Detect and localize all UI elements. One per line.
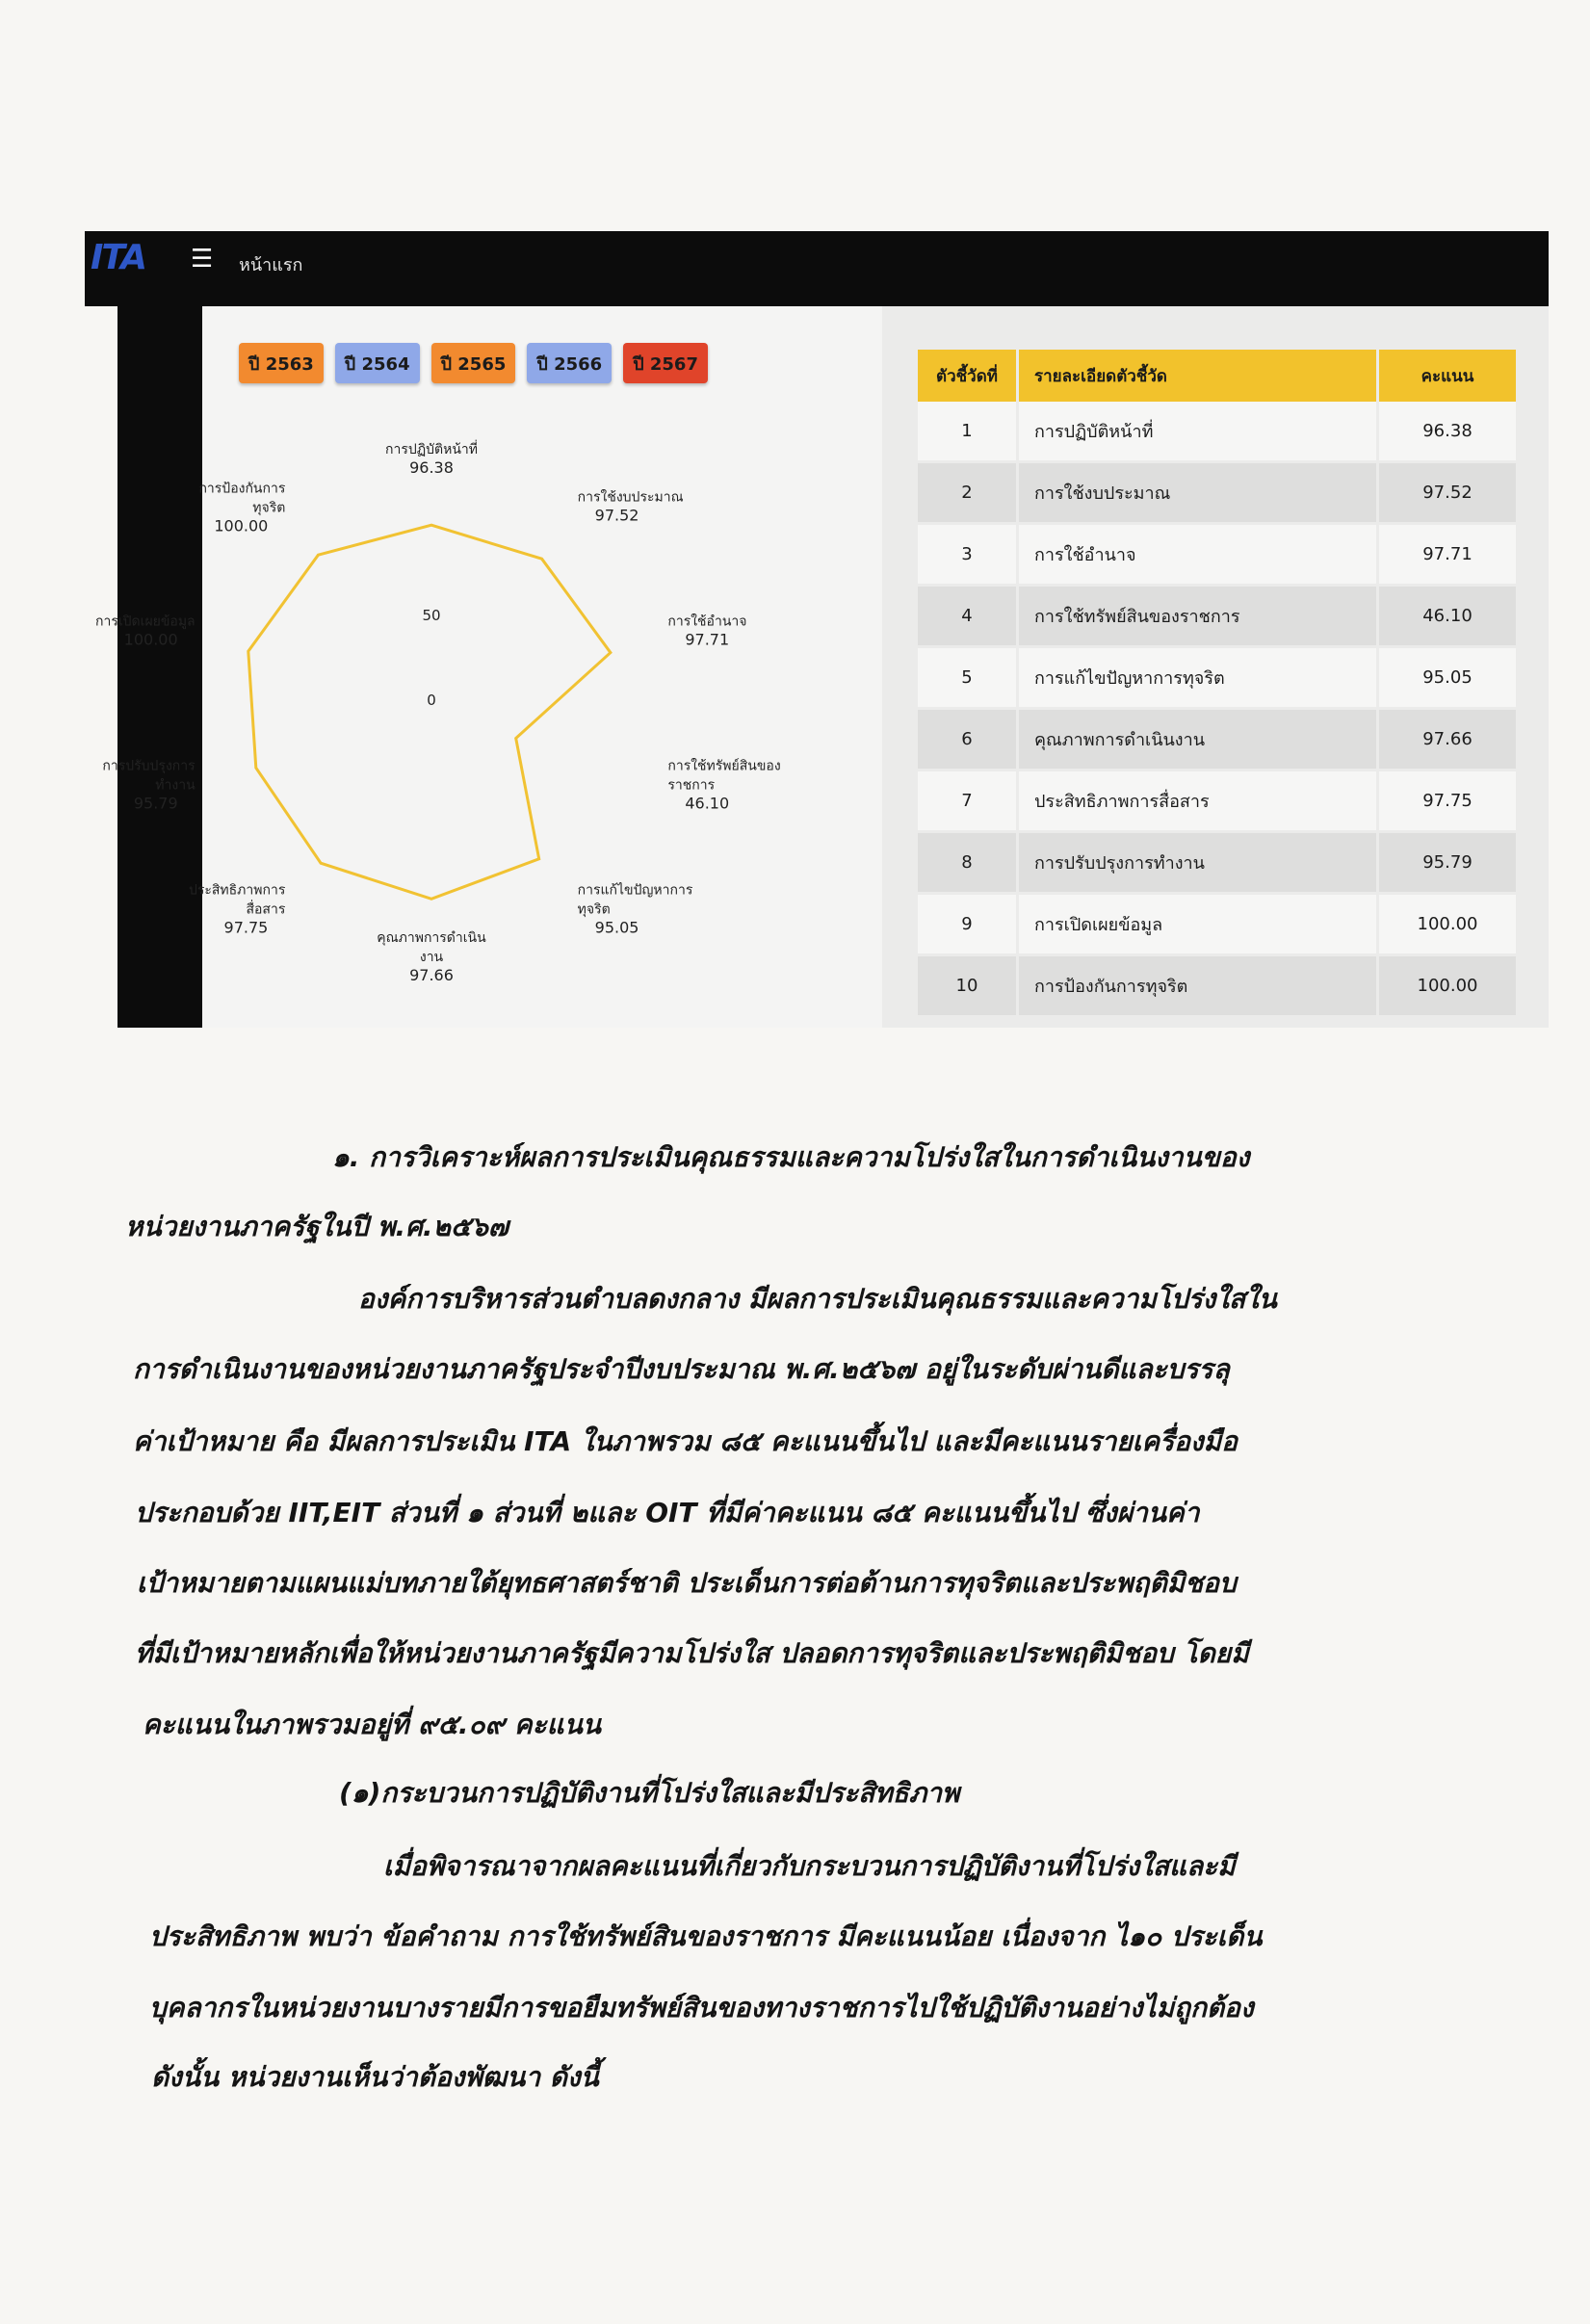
table-row — [918, 770, 1518, 832]
radar-axis-label: ทุจริต — [577, 901, 611, 918]
radar-axis-label: ทำงาน — [155, 777, 195, 794]
table-header-row — [918, 350, 1518, 402]
indicator-detail: การปรับปรุงการทำงาน — [1018, 832, 1378, 894]
radar-value-label: 97.71 — [685, 630, 730, 649]
radar-scale-label: 50 — [422, 607, 441, 624]
radar-value-label: 100.00 — [214, 516, 269, 535]
radar-axis-label: ทุจริต — [252, 500, 286, 516]
para1-line2: การดำเนินงานของหน่วยงานภาครัฐประจำปีงบประมาณ พ.ศ.๒๕๖๗ อยู่ในระดับผ่านดีและบรรลุ — [133, 1353, 1230, 1385]
radar-value-label: 97.66 — [409, 966, 454, 984]
radar-value-label: 95.05 — [594, 918, 639, 937]
indicator-score: 100.00 — [1378, 894, 1518, 955]
indicator-score: 95.79 — [1378, 832, 1518, 894]
indicator-no: 7 — [918, 770, 1018, 832]
para2-line4: ดังนั้น หน่วยงานเห็นว่าต้องพัฒนา ดังนี้ — [151, 2061, 599, 2093]
radar-axis-label: การป้องกันการ — [198, 481, 286, 497]
indicator-detail: ประสิทธิภาพการสื่อสาร — [1018, 770, 1378, 832]
para1-line7: คะแนนในภาพรวมอยู่ที่ ๙๕.๐๙ คะแนน — [143, 1709, 601, 1740]
indicator-no: 9 — [918, 894, 1018, 955]
sidebar — [117, 306, 202, 1028]
year-tabs — [239, 343, 708, 383]
year-tab-3[interactable]: ปี 2565 — [431, 343, 516, 383]
radar-value-label: 100.00 — [123, 630, 178, 649]
radar-axis-label: คุณภาพการดำเนิน — [377, 930, 486, 946]
table-row — [918, 709, 1518, 770]
indicator-score: 97.71 — [1378, 524, 1518, 586]
indicator-detail: การปฏิบัติหน้าที่ — [1018, 402, 1378, 462]
indicator-detail: การแก้ไขปัญหาการทุจริต — [1018, 647, 1378, 709]
radar-value-label: 46.10 — [685, 794, 730, 813]
indicator-no: 5 — [918, 647, 1018, 709]
table-row — [918, 462, 1518, 524]
header-indicator-no: ตัวชี้วัดที่ — [918, 350, 1018, 402]
indicator-score: 95.05 — [1378, 647, 1518, 709]
radar-axis-label: งาน — [419, 950, 444, 965]
radar-axis-label: การใช้งบประมาณ — [577, 489, 684, 506]
subheading: (๑)กระบวนการปฏิบัติงานที่โปร่งใสและมีประสิทธิภาพ — [339, 1777, 960, 1809]
table-row — [918, 955, 1518, 1017]
indicator-detail: การใช้อำนาจ — [1018, 524, 1378, 586]
score-table-panel — [882, 306, 1549, 1028]
score-table — [918, 350, 1519, 1018]
radar-axis-label: การแก้ไขปัญหาการ — [577, 882, 693, 899]
ita-logo: ITA — [91, 238, 146, 277]
para1-line6: ที่มีเป้าหมายหลักเพื่อให้หน่วยงานภาครัฐมีความโปร่งใส ปลอดการทุจริตและประพฤติมิชอบ โดยมี — [135, 1637, 1249, 1669]
indicator-no: 6 — [918, 709, 1018, 770]
radar-axis-label: การใช้ทรัพย์สินของ — [667, 758, 781, 774]
radar-axis-label: การเปิดเผยข้อมูล — [95, 614, 195, 630]
indicator-score: 97.75 — [1378, 770, 1518, 832]
indicator-score: 100.00 — [1378, 955, 1518, 1017]
indicator-detail: การเปิดเผยข้อมูล — [1018, 894, 1378, 955]
table-row — [918, 647, 1518, 709]
indicator-score: 96.38 — [1378, 402, 1518, 462]
para2-line1: เมื่อพิจารณาจากผลคะแนนที่เกี่ยวกับกระบวนการปฏิบัติงานที่โปร่งใสและมี — [383, 1850, 1236, 1882]
nav-home-link[interactable]: หน้าแรก — [239, 255, 303, 275]
radar-axis-label: ประสิทธิภาพการ — [188, 882, 286, 899]
indicator-no: 10 — [918, 955, 1018, 1017]
table-row — [918, 524, 1518, 586]
radar-value-label: 97.75 — [223, 918, 269, 937]
indicator-detail: คุณภาพการดำเนินงาน — [1018, 709, 1378, 770]
radar-value-label: 97.52 — [594, 506, 639, 525]
indicator-no: 8 — [918, 832, 1018, 894]
year-tab-4[interactable]: ปี 2566 — [527, 343, 612, 383]
radar-chart — [95, 393, 882, 1009]
section-title-line2: หน่วยงานภาครัฐในปี พ.ศ.๒๕๖๗ — [125, 1211, 508, 1242]
indicator-no: 2 — [918, 462, 1018, 524]
year-tab-1[interactable]: ปี 2563 — [239, 343, 324, 383]
top-navbar — [85, 231, 1549, 306]
table-row — [918, 894, 1518, 955]
radar-axis-label: ราชการ — [667, 777, 716, 794]
radar-value-label: 95.79 — [133, 794, 178, 813]
indicator-detail: การป้องกันการทุจริต — [1018, 955, 1378, 1017]
indicator-score: 46.10 — [1378, 586, 1518, 647]
para1-line1: องค์การบริหารส่วนตำบลดงกลาง มีผลการประเมินคุณธรรมและความโปร่งใสใน — [358, 1283, 1277, 1315]
radar-axis-label: การปฏิบัติหน้าที่ — [384, 442, 479, 457]
radar-axis-label: การใช้อำนาจ — [667, 614, 747, 630]
para1-line4: ประกอบด้วย IIT,EIT ส่วนที่ ๑ ส่วนที่ ๒และ OIT ที่มีค่าคะแนน ๘๕ คะแนนขึ้นไป ซึ่งผ่านค่า — [135, 1497, 1200, 1528]
header-indicator-detail: รายละเอียดตัวชี้วัด — [1018, 350, 1378, 402]
indicator-no: 4 — [918, 586, 1018, 647]
para2-line3: บุคลากรในหน่วยงานบางรายมีการขอยืมทรัพย์สินของทางราชการไปใช้ปฏิบัติงานอย่างไม่ถูกต้อง — [149, 1992, 1254, 2024]
radar-axis-label: การปรับปรุงการ — [102, 758, 195, 774]
indicator-no: 3 — [918, 524, 1018, 586]
table-row — [918, 586, 1518, 647]
header-score: คะแนน — [1378, 350, 1518, 402]
radar-scale-label: 0 — [427, 692, 436, 709]
indicator-no: 1 — [918, 402, 1018, 462]
dashboard-screenshot — [85, 207, 1549, 1028]
year-tab-2[interactable]: ปี 2564 — [335, 343, 420, 383]
indicator-detail: การใช้ทรัพย์สินของราชการ — [1018, 586, 1378, 647]
radar-axis-label: สื่อสาร — [246, 901, 286, 918]
table-row — [918, 402, 1518, 462]
para1-line3: ค่าเป้าหมาย คือ มีผลการประเมิน ITA ในภาพรวม ๘๕ คะแนนขึ้นไป และมีคะแนนรายเครื่องมือ — [133, 1425, 1238, 1457]
indicator-score: 97.66 — [1378, 709, 1518, 770]
section-title-line1: ๑. การวิเคราะห์ผลการประเมินคุณธรรมและความโปร่งใสในการดำเนินงานของ — [332, 1141, 1250, 1173]
radar-series-line — [248, 525, 611, 899]
indicator-score: 97.52 — [1378, 462, 1518, 524]
indicator-detail: การใช้งบประมาณ — [1018, 462, 1378, 524]
hamburger-icon[interactable]: ☰ — [191, 245, 214, 274]
radar-value-label: 96.38 — [409, 458, 454, 477]
table-row — [918, 832, 1518, 894]
para2-line2: ประสิทธิภาพ พบว่า ข้อคำถาม การใช้ทรัพย์สินของราชการ มีคะแนนน้อย เนื่องจาก ไ๑๐ ประเด็น — [149, 1920, 1263, 1952]
year-tab-5[interactable]: ปี 2567 — [623, 343, 708, 383]
para1-line5: เป้าหมายตามแผนแม่บทภายใต้ยุทธศาสตร์ชาติ ประเด็นการต่อต้านการทุจริตและประพฤติมิชอบ — [137, 1567, 1237, 1599]
radar-panel — [95, 306, 882, 1028]
